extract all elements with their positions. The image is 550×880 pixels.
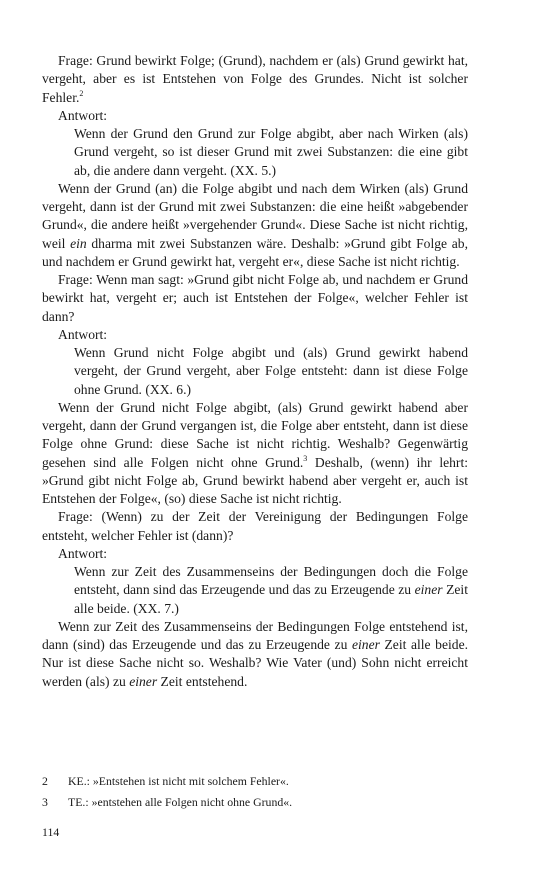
verse-quote <box>74 344 468 399</box>
text-run: Wenn zur Zeit des Zusammenseins der Bedingungen Folge entstehend ist, dann (sind) das Erzeugende und das zu Erzeugende zu <box>42 618 468 652</box>
paragraph <box>42 271 468 326</box>
text-run: dharma mit zwei Substanzen wäre. Deshalb: »Grund gibt Folge ab, und nachdem er Grund gewirkt hat, vergeht er«, diese Sache ist nicht richtig. <box>42 235 468 269</box>
text-run: Zeit alle beide. (XX. 7.) <box>74 582 468 616</box>
text-run: Zeit entstehend. <box>157 673 248 689</box>
text-run: Frage: Grund bewirkt Folge; (Grund), nachdem er (als) Grund gewirkt hat, vergeht, aber es ist Entstehen von Folge des Grundes. Nicht ist solcher Fehler. <box>42 53 468 105</box>
paragraph <box>42 52 468 107</box>
text-run: Antwort: <box>58 545 108 561</box>
footnote-ref: 2 <box>79 88 84 98</box>
verse-quote <box>74 125 468 180</box>
text-run: Wenn zur Zeit des Zusammenseins der Bedingungen doch die Folge entsteht, dann sind das Erzeugende und das zu Erzeugende zu <box>74 564 468 598</box>
text-run: Zeit alle beide. Nur ist diese Sache nicht so. Weshalb? Wie Vater (und) Sohn nicht erreicht werden (als) zu <box>42 637 468 689</box>
text-run: Wenn der Grund den Grund zur Folge abgibt, aber nach Wirken (als) Grund vergeht, so ist dieser Grund mit zwei Substanzen: die eine gibt ab, die andere dann vergeht. (XX. 5.) <box>74 126 468 178</box>
paragraph <box>42 618 468 691</box>
emphasis: einer <box>129 673 158 689</box>
page-number: 114 <box>42 825 60 839</box>
emphasis: einer <box>351 637 380 652</box>
footnote <box>42 792 468 813</box>
footnote-text: KE.: »Entstehen ist nicht mit solchem Fehler«. <box>68 774 289 788</box>
answer-label <box>42 545 468 563</box>
footnote-number: 3 <box>42 795 48 809</box>
emphasis: ein <box>70 235 87 251</box>
footnote-text: TE.: »entstehen alle Folgen nicht ohne Grund«. <box>68 795 293 809</box>
text-run: Antwort: <box>58 107 108 123</box>
text-run: Wenn Grund nicht Folge abgibt und (als) Grund gewirkt habend vergeht, der Grund vergeht, aber Folge entsteht: dann ist diese Folge ohne Grund. (XX. 6.) <box>74 345 468 397</box>
paragraph <box>42 508 468 545</box>
emphasis: einer <box>414 582 443 598</box>
paragraph <box>42 399 468 509</box>
page-body <box>42 52 468 691</box>
footnotes <box>42 771 468 813</box>
text-run: Wenn der Grund (an) die Folge abgibt und nach dem Wirken (als) Grund vergeht, dann ist der Grund mit zwei Substanzen: die eine heißt »abgebender Grund«, die andere heißt »vergehender Grund«. Diese Sache ist nicht richtig, weil <box>42 180 468 251</box>
text-run: Wenn der Grund nicht Folge abgibt, (als) Grund gewirkt habend aber vergeht, dann der Grund vergangen ist, die Folge aber entsteht, dann ist diese Folge ohne Grund: diese Sache ist nicht richtig. Weshalb? Gegenwärtig gesehen sind alle Folgen nicht ohne Grund. <box>42 399 468 470</box>
text-run: Antwort: <box>58 326 108 342</box>
footnote-ref: 3 <box>303 453 308 463</box>
text-run: Deshalb, (wenn) ihr lehrt: »Grund gibt nicht Folge ab, Grund bewirkt habend aber vergeht er, auch ist Entstehen der Folge«, (so) diese Sache ist nicht richtig. <box>42 454 469 506</box>
footnote <box>42 771 468 792</box>
text-run: Frage: Wenn man sagt: »Grund gibt nicht Folge ab, und nachdem er Grund bewirkt hat, vergeht er; auch ist Entstehen der Folge«, welcher Fehler ist dann? <box>42 272 468 324</box>
answer-label <box>42 326 468 344</box>
paragraph <box>42 180 468 271</box>
text-run: Frage: (Wenn) zu der Zeit der Vereinigung der Bedingungen Folge entsteht, welcher Fehler ist (dann)? <box>42 509 468 543</box>
main-text <box>42 52 468 691</box>
answer-label <box>42 107 468 125</box>
verse-quote <box>74 563 468 618</box>
footnote-number: 2 <box>42 774 48 788</box>
